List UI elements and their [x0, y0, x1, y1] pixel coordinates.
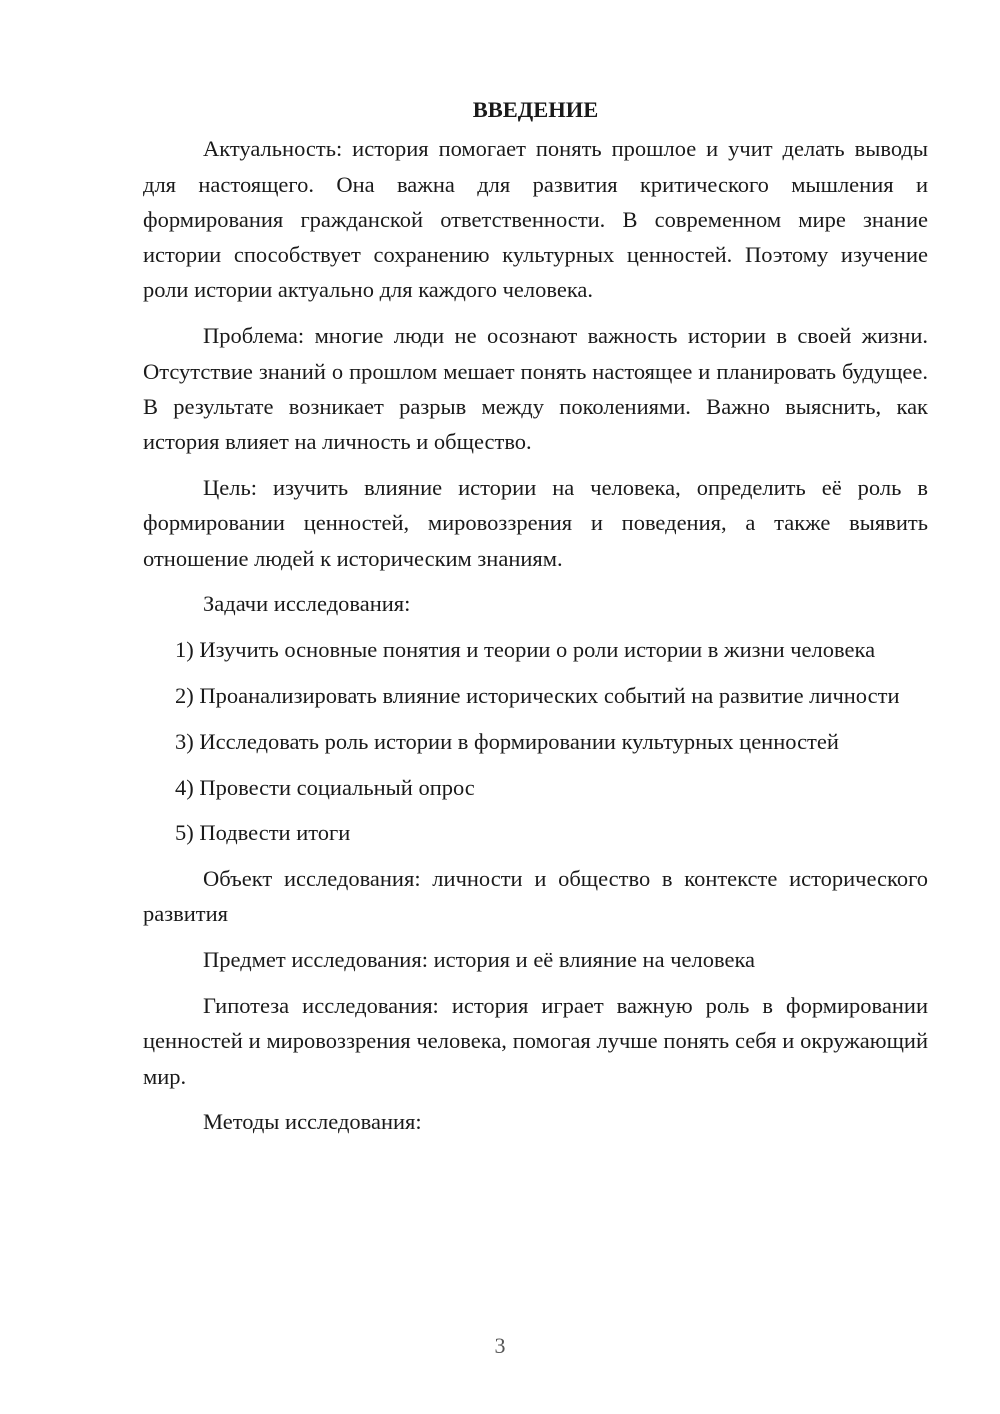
object-paragraph: Объект исследования: личности и общество в контексте исторического развития [143, 866, 928, 927]
methods-heading: Методы исследования: [203, 1109, 422, 1135]
problem-paragraph: Проблема: многие люди не осознают важность истории в своей жизни. Отсутствие знаний о прошлом мешает понять настоящее и планировать будущее. В результате возникает разрыв между поколениями. Важно выяснить, как история влияет на личность и общество. [143, 323, 928, 455]
task-item-2: 2) Проанализировать влияние исторических событий на развитие личности [175, 682, 900, 708]
task-item-5: 5) Подвести итоги [175, 820, 351, 846]
tasks-heading: Задачи исследования: [203, 591, 411, 617]
page-number: 3 [494, 1333, 506, 1358]
document-page [143, 92, 928, 1150]
task-item-4: 4) Провести социальный опрос [175, 774, 475, 800]
task-item-1: 1) Изучить основные понятия и теории о роли истории в жизни человека [175, 637, 876, 663]
page-title: ВВЕДЕНИЕ [472, 97, 599, 122]
tasks-list [143, 632, 928, 850]
goal-paragraph: Цель: изучить влияние истории на человека, определить её роль в формировании ценностей, мировоззрения и поведения, а также выявить отношение людей к историческим знаниям. [143, 474, 928, 571]
relevance-paragraph: Актуальность: история помогает понять прошлое и учит делать выводы для настоящего. Она важна для развития критического мышления и формирования гражданской ответственности. В современном мире знание истории способствует сохранению культурных ценностей. Поэтому изучение роли истории актуально для каждого человека. [143, 136, 928, 303]
task-item-3: 3) Исследовать роль истории в формировании культурных ценностей [175, 728, 839, 754]
subject-paragraph: Предмет исследования: история и её влияние на человека [203, 947, 756, 973]
hypothesis-paragraph: Гипотеза исследования: история играет важную роль в формировании ценностей и мировоззрения человека, помогая лучше понять себя и окружающий мир. [143, 993, 928, 1089]
